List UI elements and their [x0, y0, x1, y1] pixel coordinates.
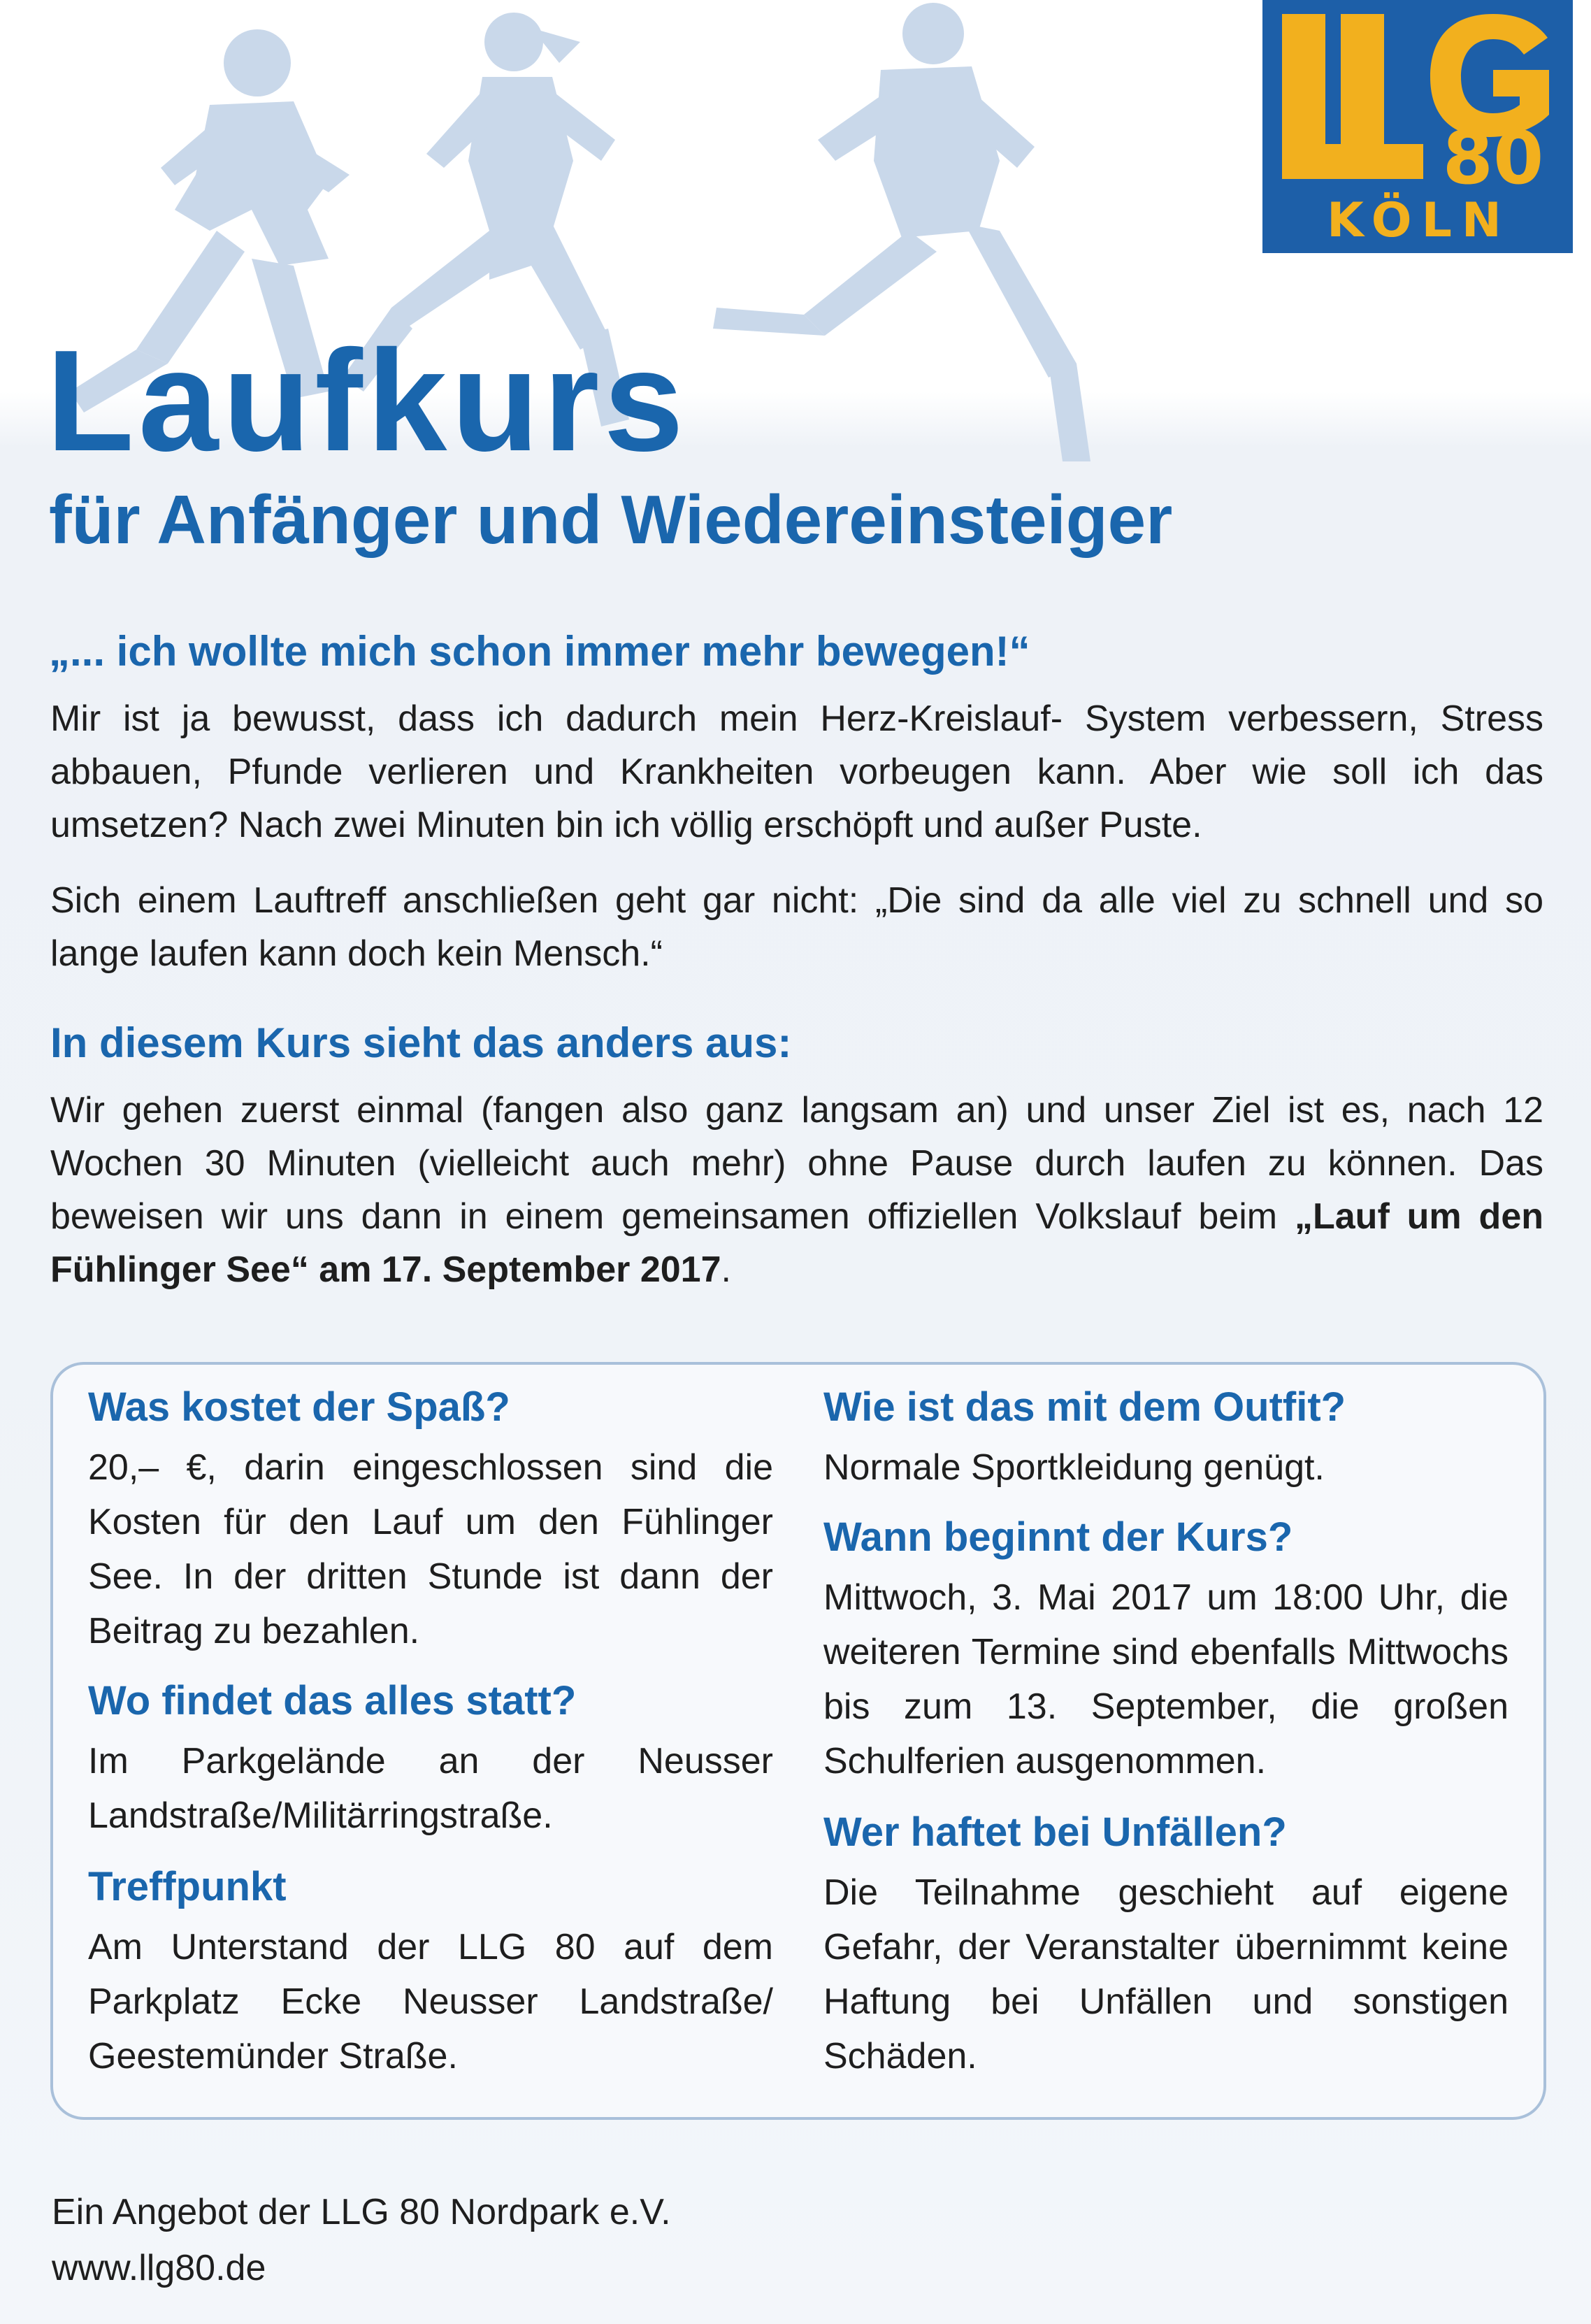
- course-text: Wir gehen zuerst einmal (fangen also ganz langsam an) und unser Ziel ist es, nach 12 Wochen 30 Minuten (vielleicht auch mehr) ohne Pause durch laufen zu können. Das beweisen wir uns dann in einem gemeinsamen offiziellen Volkslauf beim: [50, 1090, 1543, 1237]
- course-heading: In diesem Kurs sieht das anders aus:: [50, 1019, 792, 1066]
- location-text: Im Parkgelände an der Neusser Landstraße/Militärringstraße.: [88, 1741, 773, 1836]
- outfit-text: Normale Sportkleidung genügt.: [823, 1447, 1325, 1488]
- liability-heading: Wer haftet bei Unfällen?: [823, 1809, 1287, 1855]
- start-heading: Wann beginnt der Kurs?: [823, 1514, 1293, 1560]
- page-title: Laufkurs: [46, 320, 688, 481]
- logo-number: 80: [1442, 115, 1544, 201]
- liability-text: Die Teilnahme geschieht auf eigene Gefahr, der Veranstalter übernimmt keine Haftung bei Unfällen und sonstigen Schäden.: [823, 1872, 1509, 2076]
- page-subtitle: für Anfänger und Wiedereinsteiger: [49, 481, 1173, 558]
- course-event-highlight: „Lauf um den Fühlinger See“ am 17. September 2017: [50, 1196, 1543, 1290]
- cost-text: 20,– €, darin eingeschlossen sind die Kosten für den Lauf um den Fühlinger See. In der dritten Stunde ist dann der Beitrag zu bezahlen.: [88, 1447, 773, 1651]
- intro-paragraph-2: Sich einem Lauftreff anschließen geht gar nicht: „Die sind da alle viel zu schnell und so lange laufen kann doch kein Mensch.“: [50, 880, 1543, 974]
- intro-quote: „... ich wollte mich schon immer mehr bewegen!“: [49, 628, 1030, 675]
- location-heading: Wo findet das alles statt?: [88, 1678, 577, 1723]
- cost-heading: Was kostet der Spaß?: [88, 1384, 510, 1430]
- course-end: .: [721, 1249, 731, 1290]
- logo-city: KÖLN: [1327, 193, 1511, 248]
- course-paragraph: [50, 1084, 1543, 1296]
- llg80-logo-icon: [1262, 0, 1573, 253]
- meeting-heading: Treffpunkt: [88, 1864, 287, 1909]
- llg80-logo: [1262, 0, 1573, 253]
- footer-organizer: Ein Angebot der LLG 80 Nordpark e.V.: [52, 2192, 671, 2232]
- outfit-heading: Wie ist das mit dem Outfit?: [823, 1384, 1346, 1430]
- intro-paragraph-1: Mir ist ja bewusst, dass ich dadurch mein Herz-Kreislauf- System verbessern, Stress abbauen, Pfunde verlieren und Krankheiten vorbeugen kann. Aber wie soll ich das umsetzen? Nach zwei Minuten bin ich völlig erschöpft und außer Puste.: [50, 698, 1543, 845]
- footer-website-link[interactable]: www.llg80.de: [52, 2248, 266, 2288]
- footer: [52, 2184, 671, 2296]
- meeting-text: Am Unterstand der LLG 80 auf dem Parkplatz Ecke Neusser Landstraße/ Geestemünder Straße.: [88, 1927, 773, 2076]
- start-text: Mittwoch, 3. Mai 2017 um 18:00 Uhr, die weiteren Termine sind ebenfalls Mittwochs bis zum 13. September, die großen Schulferien ausgenommen.: [823, 1577, 1509, 1781]
